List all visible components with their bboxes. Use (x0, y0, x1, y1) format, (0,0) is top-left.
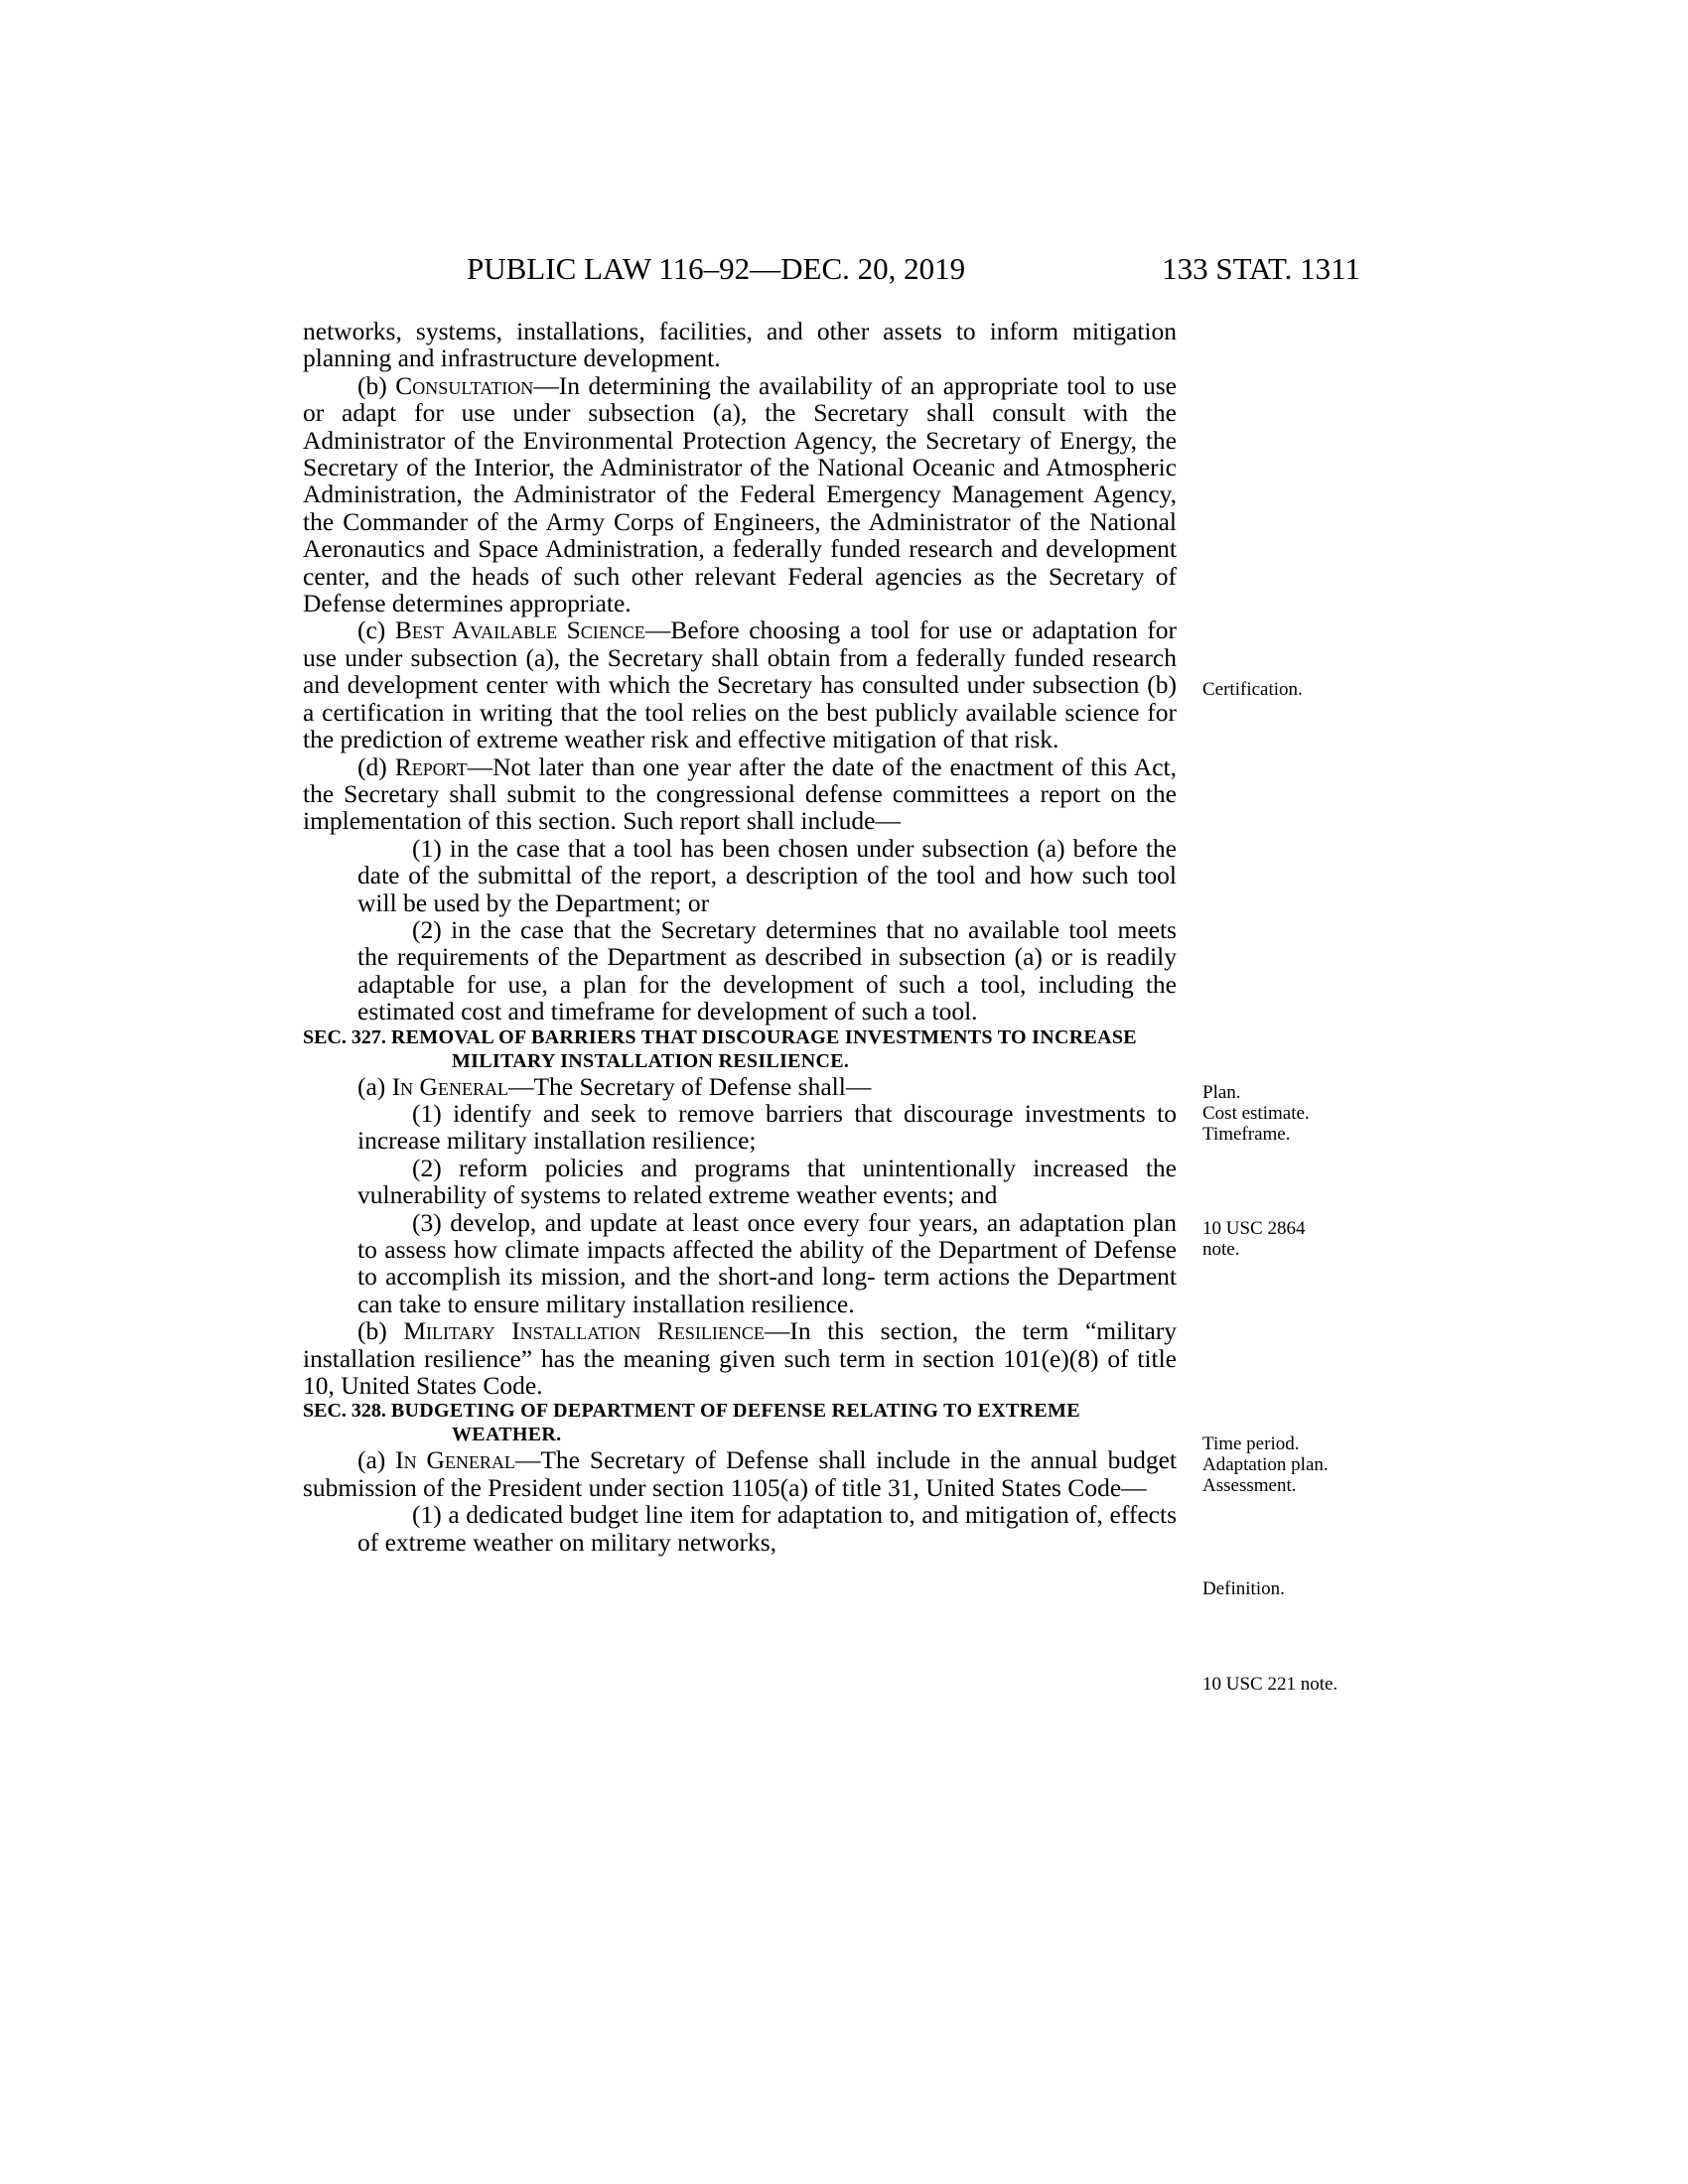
section-number: SEC. 327. (303, 1025, 386, 1048)
subsection-heading: Military Installation Resilience (403, 1316, 765, 1346)
subsection-heading: Consultation (395, 370, 534, 400)
margin-note-timeframe: Timeframe. (1202, 1124, 1291, 1145)
section-number: SEC. 328. (303, 1400, 386, 1423)
running-header (467, 251, 1360, 291)
subsection-heading: In General (395, 1445, 515, 1475)
paragraph-328-a-1: (1) a dedicated budget line item for adaptation to, and mitigation of, effects of extreme weather on military networks, (357, 1500, 1177, 1557)
subsection-heading: Best Available Science (394, 615, 645, 645)
subsection-label: (b) (357, 370, 387, 400)
margin-note-adaptation-plan: Adaptation plan. (1202, 1454, 1329, 1475)
margin-note-certification: Certification. (1202, 679, 1303, 700)
margin-note-usc-citation: 10 USC 2864 (1202, 1218, 1306, 1239)
margin-note-definition: Definition. (1202, 1578, 1285, 1599)
subsection-label: (d) (357, 751, 387, 781)
margin-note-assessment: Assessment. (1202, 1475, 1297, 1496)
header-law-citation: PUBLIC LAW 116–92—DEC. 20, 2019 (467, 251, 966, 286)
paragraph-d-2: (2) in the case that the Secretary determines that no available tool meets the requirements of the Department as described in subsection (a) or is readily adaptable for use, a plan for the development of such a tool, including the estimated cost and timeframe for development of such a tool. (357, 914, 1177, 1026)
margin-note-adaptation-group (1202, 1433, 1329, 1496)
subsection-b-consultation (303, 372, 1177, 617)
subsection-text: —The Secretary of Defense shall include in the annual budget submission of the President under section 1105(a) of title 31, United States Code— (303, 1445, 1177, 1502)
margin-note-plan-group (1202, 1082, 1310, 1145)
subsection-d-report (303, 753, 1177, 835)
subsection-heading: In General (391, 1071, 508, 1101)
margin-note-usc-note: note. (1202, 1239, 1240, 1260)
statute-text (303, 318, 1177, 1556)
paragraph-d-1: (1) in the case that a tool has been chosen under subsection (a) before the date of the submittal of the report, a description of the tool and how such tool will be used by the Department; or (357, 833, 1177, 917)
section-327-heading (303, 1025, 1177, 1073)
subsection-text: —Not later than one year after the date of the enactment of this Act, the Secretary shall submit to the congressional defense committees a report on the implementation of this section. Such report shall include— (303, 751, 1177, 836)
paragraph-327-a-3: (3) develop, and update at least once every four years, an adaptation plan to assess how climate impacts affected the ability of the Department of Defense to accomplish its mission, and the short-and long- term actions the Department can take to ensure military installation resilience. (357, 1207, 1177, 1318)
subsection-text: —In this section, the term “military installation resilience” has the meaning given such term in section 101(e)(8) of title 10, United States Code. (303, 1316, 1178, 1401)
subsection-text: —In determining the availability of an appropriate tool to use or adapt for use under subsection (a), the Secretary shall consult with the Administrator of the Environmental Protection Agency, the Secretary of Energy, the Secretary of the Interior, the Administrator of the National Oceanic and Atmospheric Administration, the Administrator of the Federal Emergency Management Agency, the Commander of the Army Corps of Engineers, the Administrator of the National Aeronautics and Space Administration, a federally funded research and development center, and the heads of such other relevant Federal agencies as the Secretary of Defense determines appropriate. (303, 370, 1177, 618)
subsection-label: (b) (357, 1316, 387, 1346)
paragraph-327-a-2: (2) reform policies and programs that unintentionally increased the vulnerability of systems to related extreme weather events; and (357, 1153, 1177, 1210)
margin-note-cost-estimate: Cost estimate. (1202, 1103, 1310, 1124)
section-title: REMOVAL OF BARRIERS THAT DISCOURAGE INVESTMENTS TO INCREASE MILITARY INSTALLATION RESILIENCE. (390, 1025, 1137, 1072)
paragraph-327-a-1: (1) identify and seek to remove barriers that discourage investments to increase military installation resilience; (357, 1098, 1177, 1156)
margin-note-usc-221: 10 USC 221 note. (1202, 1674, 1338, 1695)
margin-note-plan: Plan. (1202, 1082, 1241, 1103)
paragraph-continuation: networks, systems, installations, facilities, and other assets to inform mitigation planning and infrastructure development. (303, 317, 1177, 373)
margin-note-usc-2864 (1202, 1218, 1305, 1260)
subsection-label: (c) (357, 615, 386, 645)
section-327-subsection-b (303, 1317, 1177, 1399)
subsection-text: —The Secretary of Defense shall— (507, 1071, 872, 1101)
subsection-heading: Report (394, 751, 468, 781)
section-328-subsection-a (303, 1446, 1177, 1501)
subsection-c-best-available-science (303, 616, 1177, 752)
subsection-label: (a) (357, 1071, 386, 1101)
section-title: BUDGETING OF DEPARTMENT OF DEFENSE RELATING TO EXTREME WEATHER. (390, 1400, 1080, 1446)
header-stat-page: 133 STAT. 1311 (1162, 251, 1360, 286)
subsection-label: (a) (357, 1445, 386, 1475)
section-328-heading (303, 1399, 1177, 1446)
margin-note-time-period: Time period. (1202, 1433, 1300, 1454)
section-327-subsection-a (303, 1073, 1177, 1100)
subsection-text: —Before choosing a tool for use or adaptation for use under subsection (a), the Secretary shall obtain from a federally funded research and development center with which the Secretary has consulted under subsection (b) a certification in writing that the tool relies on the best publicly available science for the prediction of extreme weather risk and effective mitigation of that risk. (303, 615, 1178, 754)
